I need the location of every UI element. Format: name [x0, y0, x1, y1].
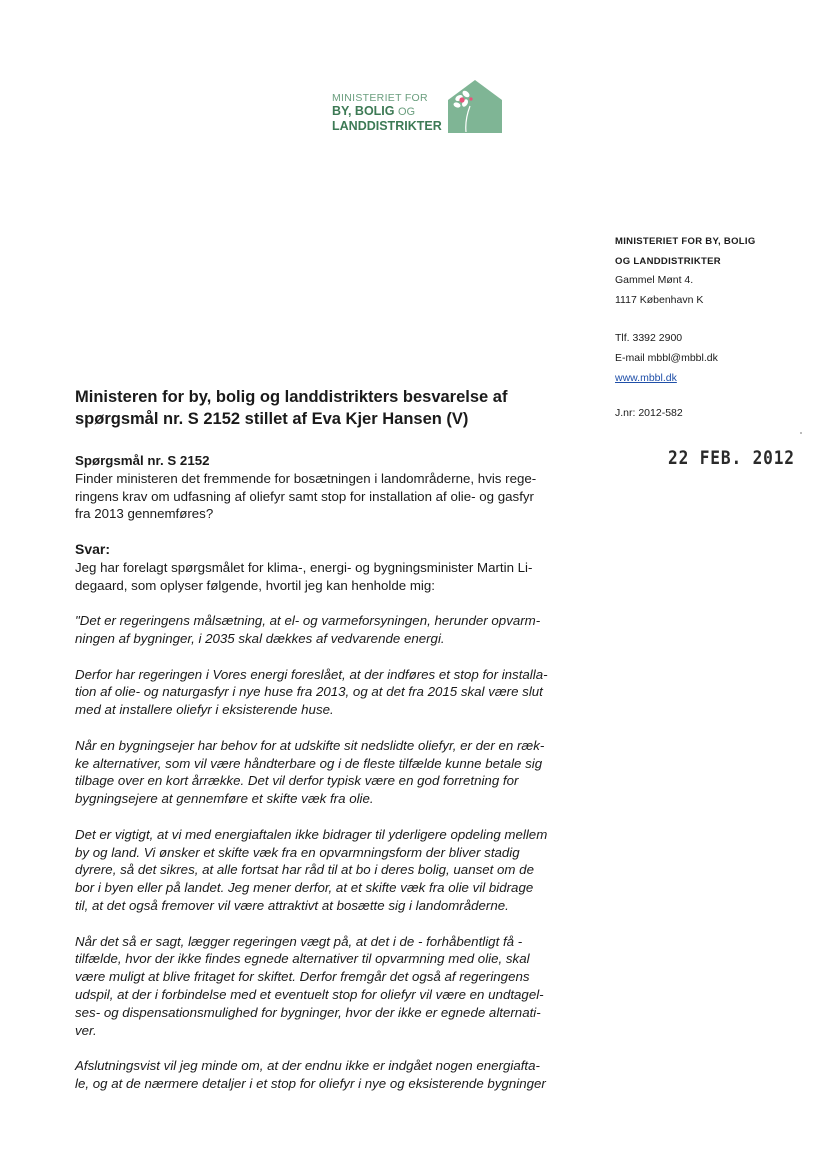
quote-line: "Det er regeringens målsætning, at el- og varmeforsyningen, herunder opvarm-	[75, 613, 541, 629]
sidebar-email: E-mail mbbl@mbbl.dk	[615, 351, 718, 364]
contact-sidebar	[615, 232, 815, 388]
sidebar-org-line-2: OG LANDDISTRIKTER	[615, 255, 721, 267]
document-body	[75, 452, 575, 1093]
quote-line: bor i byen eller på landet. Jeg mener derfor, at et skifte væk fra olie vil bidrage	[75, 880, 534, 896]
quote-line: tilfælde, hvor der ikke findes egnede alternativer til opvarmning med olie, skal	[75, 951, 530, 967]
paragraph-gap	[75, 594, 575, 612]
scan-mark	[800, 432, 802, 434]
paragraph-gap	[75, 915, 575, 933]
answer-intro-line: Jeg har forelagt spørgsmålet for klima-, energi- og bygningsminister Martin Li-	[75, 559, 533, 575]
logo-line-1: MINISTERIET FOR	[332, 92, 428, 104]
quote-line: være muligt at blive fritaget for skiftet. Derfor fremgår det også af regeringens	[75, 969, 530, 985]
quote-line: Det er vigtigt, at vi med energiaftalen ikke bidrager til yderligere opdeling mellem	[75, 826, 548, 842]
answer-intro-line: degaard, som oplyser følgende, hvortil jeg kan henholde mig:	[75, 577, 435, 593]
question-heading: Spørgsmål nr. S 2152	[75, 453, 210, 468]
logo-line-2-main: BY, BOLIG	[332, 104, 395, 119]
paragraph-gap	[75, 648, 575, 666]
quote-line: ke alternativer, som vil være håndterbare og i de fleste tilfælde kunne betale sig	[75, 755, 543, 771]
paragraph-gap	[75, 808, 575, 826]
quote-line: tion af olie- og naturgasfyr i nye huse fra 2013, og at det fra 2015 skal være slut	[75, 684, 543, 700]
paragraph-gap	[75, 719, 575, 737]
quote-line: Når en bygningsejer har behov for at udskifte sit nedslidte oliefyr, er der en ræk-	[75, 737, 545, 753]
sidebar-spacer	[615, 310, 815, 329]
logo-line-3: LANDDISTRIKTER	[332, 118, 442, 133]
title-line: Ministeren for by, bolig og landdistrikters besvarelse af	[75, 388, 508, 406]
house-flower-icon	[446, 78, 504, 134]
quote-line: le, og at de nærmere detaljer i et stop for oliefyr i nye og eksisterende bygninger	[75, 1075, 546, 1091]
question-line: fra 2013 gennemføres?	[75, 506, 214, 522]
quote-line: udspil, at der i forbindelse med et eventuelt stop for oliefyr vil være en undtagel-	[75, 986, 544, 1002]
sidebar-address-1: Gammel Mønt 4.	[615, 274, 694, 287]
question-line: ringens krav om udfasning af oliefyr samt stop for installation af olie- og gasfyr	[75, 488, 534, 504]
paragraph-gap	[75, 1039, 575, 1057]
quote-line: ver.	[75, 1022, 97, 1038]
answer-heading: Svar:	[75, 540, 111, 557]
document-title	[75, 386, 595, 430]
sidebar-website-link[interactable]: www.mbbl.dk	[615, 371, 677, 384]
question-line: Finder ministeren det fremmende for bosætningen i landområderne, hvis rege-	[75, 470, 537, 486]
quote-line: ses- og dispensationsmulighed for bygninger, hvor der ikke er egnede alternati-	[75, 1004, 541, 1020]
quote-line: dyrere, så det sikres, at alle fortsat har råd til at bo i deres bolig, uanset om de	[75, 862, 534, 878]
ministry-logo	[330, 78, 510, 138]
sidebar-address-2: 1117 København K	[615, 293, 704, 306]
title-line: spørgsmål nr. S 2152 stillet af Eva Kjer Hansen (V)	[75, 410, 469, 428]
paragraph-gap	[75, 523, 575, 541]
quote-line: tilbage over en kort årrække. Det vil derfor typisk være en god forretning for	[75, 773, 519, 789]
quote-line: bygningsejere at gennemføre et skifte væk fra olie.	[75, 791, 374, 807]
sidebar-phone: Tlf. 3392 2900	[615, 332, 683, 345]
logo-line-2	[332, 104, 442, 119]
quote-line: med at installere oliefyr i eksisterende huse.	[75, 702, 334, 718]
journal-number: J.nr: 2012-582	[615, 407, 683, 419]
logo-text	[332, 92, 442, 133]
sidebar-org-line-1: MINISTERIET FOR BY, BOLIG	[615, 236, 756, 247]
logo-line-2-og: OG	[398, 106, 416, 119]
quote-line: Derfor har regeringen i Vores energi foreslået, at der indføres et stop for installa-	[75, 666, 548, 682]
date-stamp: 22 FEB. 2012	[668, 447, 795, 469]
quote-line: Afslutningsvist vil jeg minde om, at der endnu ikke er indgået nogen energiafta-	[75, 1058, 540, 1074]
quote-line: til, at det også fremover vil være attraktivt at bosætte sig i landområderne.	[75, 897, 509, 913]
quote-line: ningen af bygninger, i 2035 skal dækkes af vedvarende energi.	[75, 630, 445, 646]
quote-line: by og land. Vi ønsker et skifte væk fra en opvarmningsform der bliver stadig	[75, 844, 520, 860]
quote-line: Når det så er sagt, lægger regeringen vægt på, at det i de - forhåbentligt få -	[75, 933, 523, 949]
